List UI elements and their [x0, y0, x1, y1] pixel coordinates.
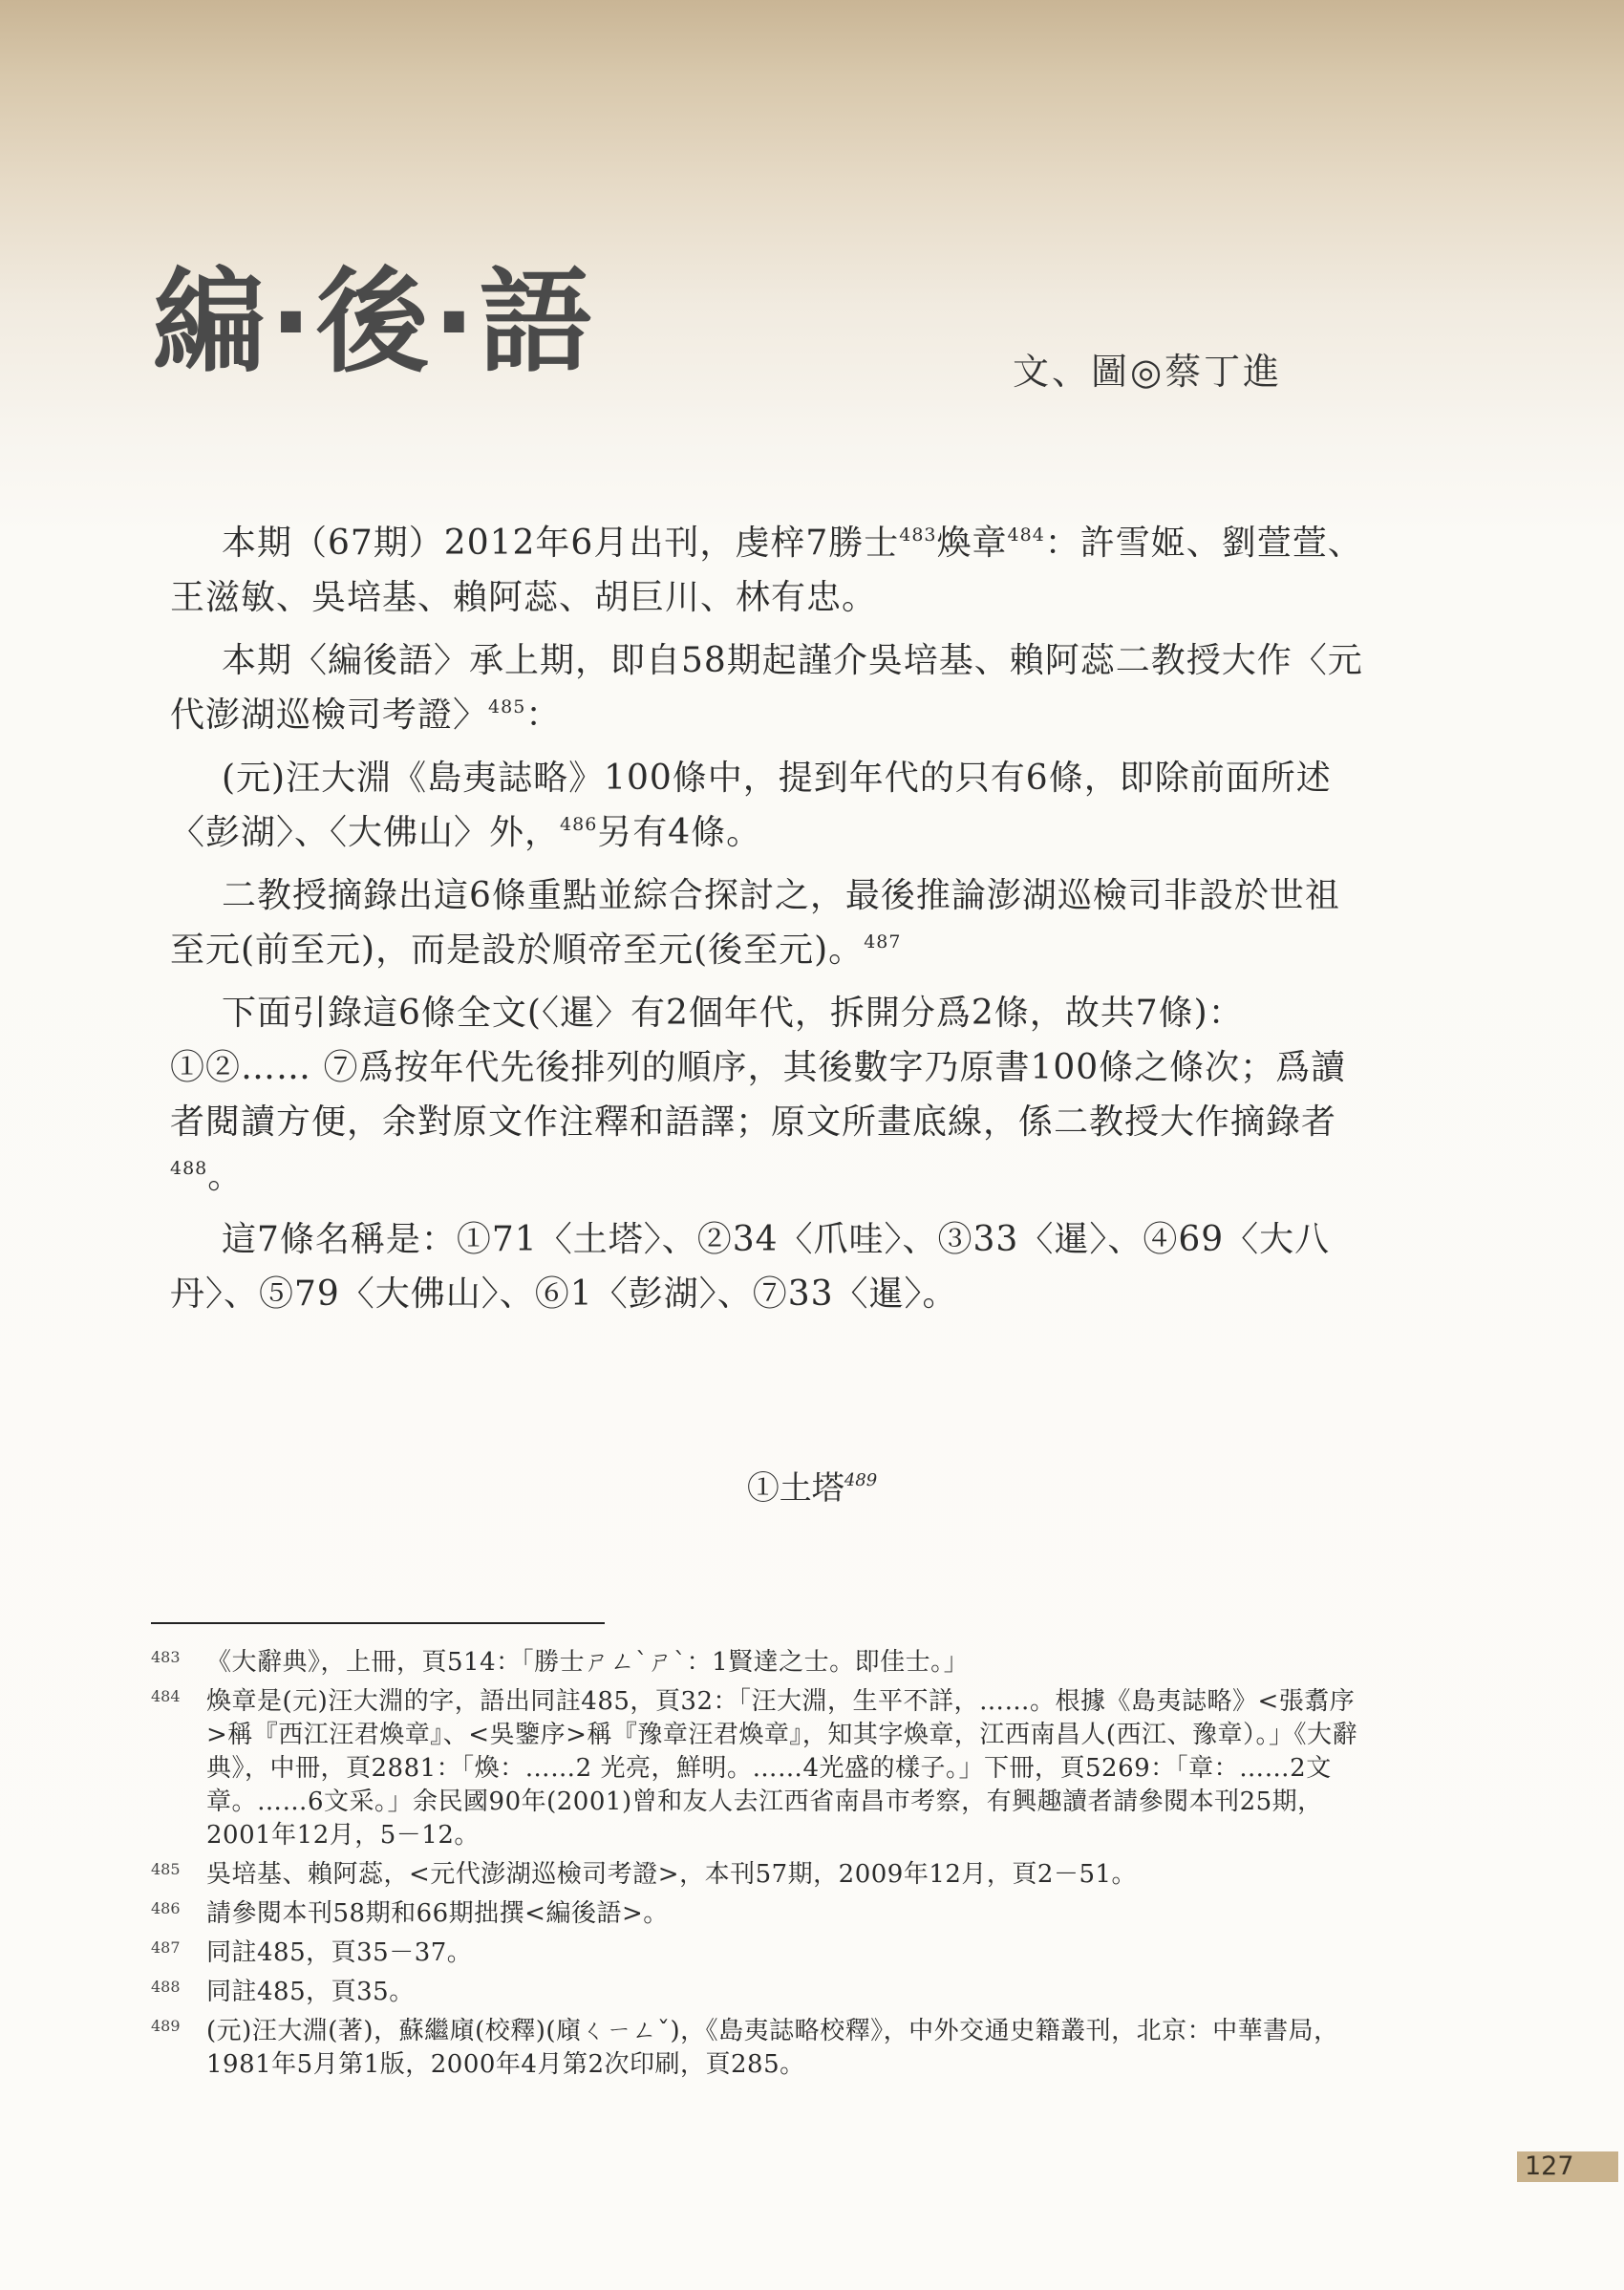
paragraph-text: (元)汪大淵《島夷誌略》100條中，提到年代的只有6條，即除前面所述〈彭湖〉、〈大佛山〉外，: [170, 759, 1332, 852]
footnote-text: 吳培基、賴阿蕊，<元代澎湖巡檢司考證>，本刊57期，2009年12月，頁2－51。: [206, 1860, 1138, 1889]
paragraph: [170, 1212, 1364, 1321]
paragraph: [170, 868, 1364, 977]
section-heading: [0, 1462, 1624, 1509]
footnote-ref[interactable]: 489: [844, 1470, 878, 1490]
paragraph: [170, 516, 1364, 625]
paragraph: [170, 986, 1364, 1204]
footnote-number: 484: [151, 1687, 181, 1705]
footnote-number: 489: [151, 2017, 181, 2035]
paragraph-text: 本期（67期）2012年6月出刊，虔梓7勝士: [222, 524, 900, 563]
footnote-item: [151, 1685, 1364, 1852]
paragraph-text: ：許雪姬、劉萱萱、王滋敏、吳培基、賴阿蕊、胡巨川、林有忠。: [170, 524, 1363, 617]
paragraph: [170, 633, 1364, 742]
footnote-item: [151, 1897, 1364, 1931]
paragraph-text: 下面引錄這6條全文(〈暹〉有2個年代，拆開分爲2條，故共7條)：①②…… ⑦爲按年代先後排列的順序，其後數字乃原書100條之條次；爲讀者閱讀方便，余對原文作注釋和語譯；原文所畫底線，係二教授大作摘錄者: [170, 994, 1347, 1142]
footnote-number: 485: [151, 1860, 181, 1878]
paragraph-text: 二教授摘錄出這6條重點並綜合探討之，最後推論澎湖巡檢司非設於世祖至元(前至元)，而是設於順帝至元(後至元)。: [170, 876, 1340, 970]
section-heading-text: ①土塔: [746, 1469, 844, 1508]
footnote-ref[interactable]: 483: [899, 524, 937, 546]
footnote-item: [151, 1937, 1364, 1970]
paragraph-text: 本期〈編後語〉承上期，即自58期起謹介吳培基、賴阿蕊二教授大作〈元代澎湖巡檢司考證〉: [170, 641, 1363, 735]
paragraph-text: ：: [525, 696, 562, 735]
footnote-ref[interactable]: 487: [864, 931, 902, 952]
article-body: [170, 516, 1364, 1330]
footnote-ref[interactable]: 484: [1007, 524, 1045, 546]
footnote-item: [151, 1858, 1364, 1892]
page-number: 127: [1517, 2151, 1618, 2182]
footnote-text: 《大辭典》，上冊，頁514：「勝士ㄕㄥˋㄕˋ：1賢達之士。即佳士。」: [206, 1648, 970, 1677]
author-credit: 文、圖◎蔡丁進: [1013, 351, 1283, 393]
footnote-number: 487: [151, 1938, 181, 1957]
footnote-ref[interactable]: 485: [488, 696, 526, 717]
paragraph-text: 這7條名稱是：①71〈土塔〉、②34〈爪哇〉、③33〈暹〉、④69〈大八丹〉、⑤79〈大佛山〉、⑥1〈彭湖〉、⑦33〈暹〉。: [170, 1220, 1331, 1314]
footnote-number: 486: [151, 1899, 181, 1917]
footnote-text: 同註485，頁35。: [206, 1978, 415, 2006]
paragraph: [170, 751, 1364, 860]
footnote-ref[interactable]: 486: [560, 814, 598, 835]
footnote-divider: [151, 1622, 605, 1624]
footnote-number: 483: [151, 1648, 181, 1666]
page-title: 編·後·語: [153, 256, 596, 388]
paragraph-text: 煥章: [936, 524, 1008, 563]
footnote-text: 煥章是(元)汪大淵的字，語出同註485，頁32：「汪大淵，生平不詳，……。根據《島夷誌略》<張翥序>稱『西江汪君煥章』、<吳鑒序>稱『豫章汪君煥章』，知其字煥章，江西南昌人(西江、豫章）。」《大辭典》，中冊，頁2881：「煥：……2 光亮，鮮明。……4光盛的樣子。」下冊，頁5269：「章：……2文章。……6文采。」余民國90年(2001)曾和友人去江西省南昌市考察，有興趣讀者請參閱本刊25期，2001年12月，5－12。: [206, 1687, 1358, 1850]
footnote-text: 請參閱本刊58期和66期拙撰<編後語>。: [206, 1899, 669, 1928]
footnote-number: 488: [151, 1978, 181, 1996]
footnote-ref[interactable]: 488: [170, 1158, 208, 1179]
footnote-text: (元)汪大淵(著)，蘇繼廎(校釋)(廎ㄑㄧㄥˇ)，《島夷誌略校釋》，中外交通史籍叢刊，北京：中華書局，1981年5月第1版，2000年4月第2次印刷，頁285。: [206, 2017, 1339, 2079]
footnote-item: [151, 1646, 1364, 1680]
footnote-item: [151, 1976, 1364, 2009]
paragraph-text: 另有4條。: [597, 813, 762, 852]
footnote-text: 同註485，頁35－37。: [206, 1938, 473, 1967]
footnotes: [151, 1646, 1364, 2087]
footnote-item: [151, 2015, 1364, 2082]
paragraph-text: 。: [207, 1157, 244, 1196]
